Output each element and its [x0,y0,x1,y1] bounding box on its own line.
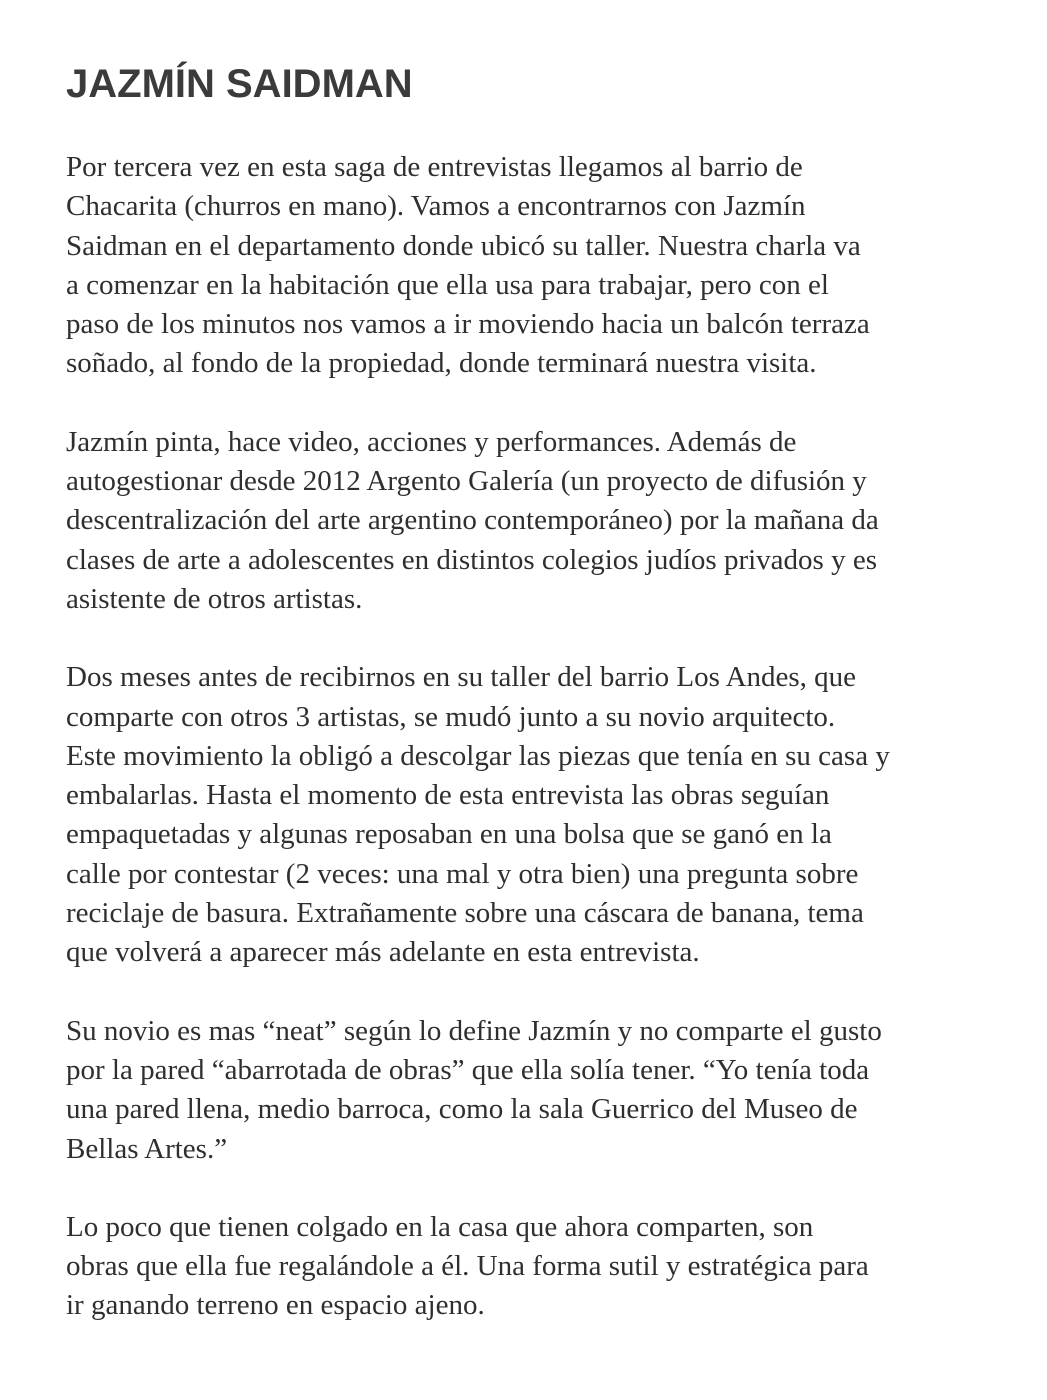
paragraph-line: comparte con otros 3 artistas, se mudó junto a su novio arquitecto. [66,700,836,733]
paragraph-line: Chacarita (churros en mano). Vamos a encontrarnos con Jazmín [66,190,806,223]
paragraph-line: por la pared “abarrotada de obras” que ella solía tener. “Yo tenía toda [66,1053,870,1086]
paragraph-3 [66,658,1006,972]
paragraph-line: embalarlas. Hasta el momento de esta entrevista las obras seguían [66,779,830,812]
paragraph-4 [66,1012,1006,1169]
paragraph-2 [66,423,1006,619]
paragraph-line: Su novio es mas “neat” según lo define Jazmín y no comparte el gusto [66,1014,882,1047]
paragraph-line: Por tercera vez en esta saga de entrevistas llegamos al barrio de [66,151,803,183]
article-title: JAZMÍN SAIDMAN [66,62,413,106]
paragraph-line: Este movimiento la obligó a descolgar las piezas que tenía en su casa y [66,739,890,772]
article [66,58,1006,1365]
paragraph-line: clases de arte a adolescentes en distintos colegios judíos privados y es [66,543,877,576]
paragraph-line: Bellas Artes.” [66,1132,228,1165]
paragraph-line: descentralización del arte argentino contemporáneo) por la mañana da [66,504,879,537]
paragraph-1 [66,148,1006,384]
paragraph-line: soñado, al fondo de la propiedad, donde terminará nuestra visita. [66,347,817,380]
paragraph-line: a comenzar en la habitación que ella usa para trabajar, pero con el [66,268,829,301]
paragraph-line: empaquetadas y algunas reposaban en una bolsa que se ganó en la [66,818,832,851]
paragraph-line: Saidman en el departamento donde ubicó su taller. Nuestra charla va [66,229,861,262]
paragraph-line: obras que ella fue regalándole a él. Una forma sutil y estratégica para [66,1250,869,1283]
paragraph-line: calle por contestar (2 veces: una mal y otra bien) una pregunta sobre [66,857,859,890]
paragraph-line: Lo poco que tienen colgado en la casa que ahora comparten, son [66,1210,814,1243]
paragraph-line: autogestionar desde 2012 Argento Galería (un proyecto de difusión y [66,465,867,498]
paragraph-line: que volverá a aparecer más adelante en esta entrevista. [66,936,700,969]
paragraph-line: reciclaje de basura. Extrañamente sobre una cáscara de banana, tema [66,897,864,930]
paragraph-line: ir ganando terreno en espacio ajeno. [66,1289,485,1322]
paragraph-5 [66,1208,1006,1326]
paragraph-line: asistente de otros artistas. [66,582,363,615]
paragraph-line: Dos meses antes de recibirnos en su taller del barrio Los Andes, que [66,661,857,694]
paragraph-line: una pared llena, medio barroca, como la sala Guerrico del Museo de [66,1093,858,1126]
paragraph-line: paso de los minutos nos vamos a ir moviendo hacia un balcón terraza [66,308,870,341]
paragraph-line: Jazmín pinta, hace video, acciones y performances. Además de [66,425,797,458]
